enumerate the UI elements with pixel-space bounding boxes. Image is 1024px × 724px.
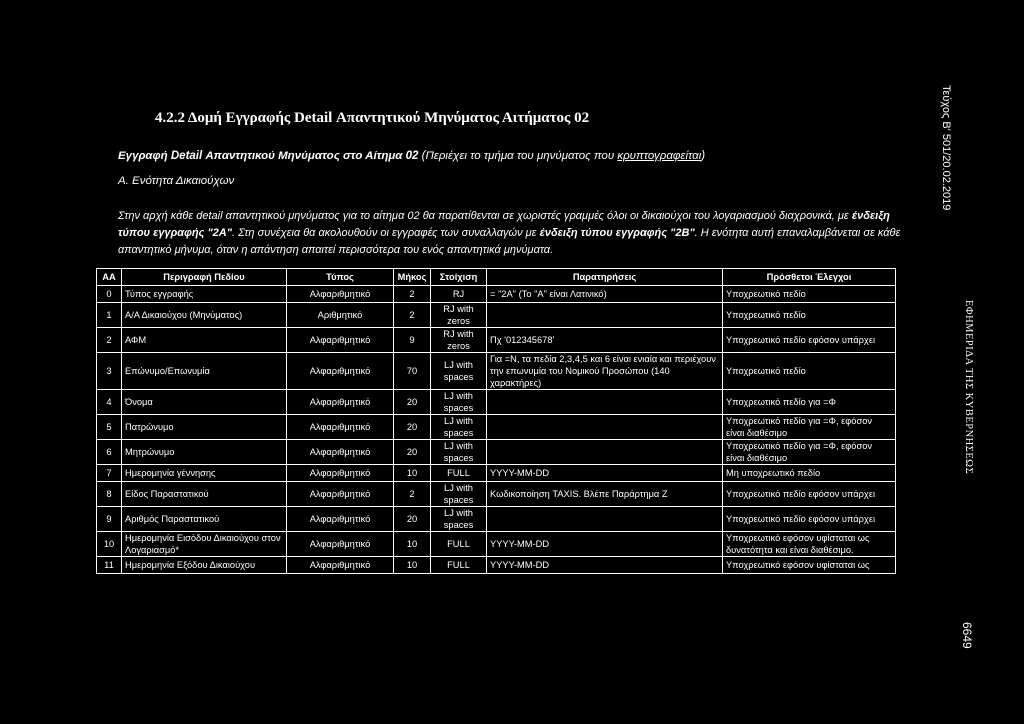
column-header: Μήκος xyxy=(394,269,431,286)
table-cell: 10 xyxy=(394,465,431,482)
table-cell: Αλφαριθμητικό xyxy=(287,482,394,507)
table-cell: Υποχρεωτικό πεδίο εφόσον υπάρχει xyxy=(723,507,896,532)
paragraph-part-1: Στην αρχή κάθε detail απαντητικού μηνύματος για το αίτημα 02 θα παρατίθενται σε χωριστές γραμμές όλοι οι δικαιούχοι του λογαριασμού διαχρονικά, με xyxy=(118,210,849,222)
subsection-title: Α. Ενότητα Δικαιούχων xyxy=(118,175,235,187)
intro-paragraph xyxy=(118,208,908,259)
section-heading: 4.2.2 Δομή Εγγραφής Detail Απαντητικού Μηνύματος Αιτήματος 02 xyxy=(155,110,590,126)
column-header: Περιγραφή Πεδίου xyxy=(122,269,287,286)
table-cell: 7 xyxy=(97,465,122,482)
column-header: Στοίχιση xyxy=(431,269,487,286)
table-cell: Αλφαριθμητικό xyxy=(287,390,394,415)
table-cell: 20 xyxy=(394,415,431,440)
table-cell: Υποχρεωτικό πεδίο xyxy=(723,353,896,390)
table-cell: 0 xyxy=(97,286,122,303)
table-cell: Αλφαριθμητικό xyxy=(287,440,394,465)
table-cell: 20 xyxy=(394,440,431,465)
table-cell: 20 xyxy=(394,390,431,415)
table-cell: LJ with spaces xyxy=(431,482,487,507)
table-cell: Τύπος εγγραφής xyxy=(122,286,287,303)
table-cell: Υποχρεωτικό πεδίο για =Φ, εφόσον είναι διαθέσιμο xyxy=(723,415,896,440)
table-cell: RJ with zeros xyxy=(431,303,487,328)
table-row xyxy=(97,482,896,507)
table-row xyxy=(97,303,896,328)
table-cell: Μη υποχρεωτικό πεδίο xyxy=(723,465,896,482)
table-cell: Ημερομηνία Εξόδου Δικαιούχου xyxy=(122,557,287,574)
table-cell: Υποχρεωτικό πεδίο για =Φ xyxy=(723,390,896,415)
column-header: Πρόσθετοι Έλεγχοι xyxy=(723,269,896,286)
table-cell: Αλφαριθμητικό xyxy=(287,328,394,353)
table-cell: 2 xyxy=(394,286,431,303)
subheading xyxy=(118,150,705,162)
table-cell: 10 xyxy=(394,557,431,574)
table-cell: FULL xyxy=(431,532,487,557)
table-cell: Για =Ν, τα πεδία 2,3,4,5 και 6 είναι ενιαία και περιέχουν την επωνυμία του Νομικού Προσώπου (140 χαρακτήρες) xyxy=(487,353,723,390)
table-cell: FULL xyxy=(431,557,487,574)
table-cell: 10 xyxy=(394,532,431,557)
table-cell: Κωδικοποίηση TAXIS. Βλέπε Παράρτημα Ζ xyxy=(487,482,723,507)
table-row xyxy=(97,465,896,482)
table-cell: Αλφαριθμητικό xyxy=(287,465,394,482)
table-cell: LJ with spaces xyxy=(431,415,487,440)
table-cell: Αλφαριθμητικό xyxy=(287,286,394,303)
table-cell: Αριθμητικό xyxy=(287,303,394,328)
table-cell xyxy=(487,507,723,532)
table-cell: 2 xyxy=(97,328,122,353)
table-cell: Αλφαριθμητικό xyxy=(287,532,394,557)
table-cell: 9 xyxy=(97,507,122,532)
table-cell: YYYY-MM-DD xyxy=(487,465,723,482)
table-cell: 2 xyxy=(394,482,431,507)
table-cell: Είδος Παραστατικού xyxy=(122,482,287,507)
paragraph-part-2: . Στη συνέχεια θα ακολουθούν οι εγγραφές των συναλλαγών με xyxy=(231,227,537,239)
table-cell: 4 xyxy=(97,390,122,415)
page-number xyxy=(956,622,976,662)
table-cell: RJ xyxy=(431,286,487,303)
table-cell: 20 xyxy=(394,507,431,532)
table-cell: 1 xyxy=(97,303,122,328)
table-cell: 2 xyxy=(394,303,431,328)
table-cell xyxy=(487,415,723,440)
table-cell xyxy=(487,440,723,465)
table-cell: Πχ '012345678' xyxy=(487,328,723,353)
column-header: ΑΑ xyxy=(97,269,122,286)
paragraph-part-3: . Η ενότητα αυτή επαναλαμβάνεται σε κάθε απαντητικό μήνυμα, όταν η απάντηση απαιτεί περισσότερα του ενός απαντητικά μηνύματα. xyxy=(118,227,901,256)
table-cell: Υποχρεωτικό πεδίο εφόσον υπάρχει xyxy=(723,482,896,507)
table-cell: Αλφαριθμητικό xyxy=(287,353,394,390)
table-cell: 6 xyxy=(97,440,122,465)
issue-text: Τεύχος Β' 501/20.02.2019 xyxy=(940,85,952,211)
table-cell: ΑΦΜ xyxy=(122,328,287,353)
page-number-text: 6649 xyxy=(960,622,974,649)
table-cell: RJ with zeros xyxy=(431,328,487,353)
table-cell: Όνομα xyxy=(122,390,287,415)
table-cell: Υποχρεωτικό πεδίο εφόσον υπάρχει xyxy=(723,328,896,353)
table-cell: 5 xyxy=(97,415,122,440)
table-cell: Α/Α Δικαιούχου (Μηνύματος) xyxy=(122,303,287,328)
paragraph-bold-1: ένδειξη τύπου εγγραφής "2Α" xyxy=(118,210,890,239)
paragraph-bold-2: ένδειξη τύπου εγγραφής "2Β" xyxy=(539,227,695,239)
table-row xyxy=(97,390,896,415)
table-cell: = "2A" (Το "A" είναι Λατινικό) xyxy=(487,286,723,303)
table-row xyxy=(97,286,896,303)
fields-table xyxy=(96,268,896,574)
table-cell: LJ with spaces xyxy=(431,390,487,415)
table-cell: Υποχρεωτικό πεδίο xyxy=(723,286,896,303)
table-cell: Μητρώνυμο xyxy=(122,440,287,465)
table-row xyxy=(97,328,896,353)
table-row xyxy=(97,507,896,532)
table-cell: LJ with spaces xyxy=(431,507,487,532)
table-cell xyxy=(487,390,723,415)
gazette-text: ΕΦΗΜΕΡΙΔΑ ΤΗΣ ΚΥΒΕΡΝΗΣΕΩΣ xyxy=(963,300,974,475)
table-cell: 9 xyxy=(394,328,431,353)
table-cell: Αλφαριθμητικό xyxy=(287,557,394,574)
column-header: Τύπος xyxy=(287,269,394,286)
table-cell: 11 xyxy=(97,557,122,574)
column-header: Παρατηρήσεις xyxy=(487,269,723,286)
table-cell: Υποχρεωτικό εφόσον υφίσταται ως δυνατότητα και είναι διαθέσιμο. xyxy=(723,532,896,557)
subheading-underline: κρυπτογραφείται xyxy=(617,150,702,162)
table-cell: Υποχρεωτικό εφόσον υφίσταται ως xyxy=(723,557,896,574)
table-cell: Επώνυμο/Επωνυμία xyxy=(122,353,287,390)
issue-label xyxy=(932,85,956,211)
table-row xyxy=(97,415,896,440)
table-cell: YYYY-MM-DD xyxy=(487,557,723,574)
table-cell: LJ with spaces xyxy=(431,353,487,390)
table-cell: 10 xyxy=(97,532,122,557)
table-cell: Αριθμός Παραστατικού xyxy=(122,507,287,532)
gazette-label xyxy=(956,300,976,475)
table-cell: FULL xyxy=(431,465,487,482)
table-row xyxy=(97,532,896,557)
table-cell: Ημερομηνία γέννησης xyxy=(122,465,287,482)
table-row xyxy=(97,440,896,465)
table-cell: Αλφαριθμητικό xyxy=(287,507,394,532)
table-cell: Υποχρεωτικό πεδίο xyxy=(723,303,896,328)
table-cell: Ημερομηνία Εισόδου Δικαιούχου στον Λογαριασμό* xyxy=(122,532,287,557)
table-cell: 3 xyxy=(97,353,122,390)
table-cell xyxy=(487,303,723,328)
table-row xyxy=(97,353,896,390)
subheading-bold: Εγγραφή Detail Απαντητικού Μηνύματος στο Αίτημα 02 xyxy=(118,150,419,162)
table-cell: 8 xyxy=(97,482,122,507)
table-cell: Υποχρεωτικό πεδίο για =Φ, εφόσον είναι διαθέσιμο xyxy=(723,440,896,465)
table-cell: LJ with spaces xyxy=(431,440,487,465)
table-cell: YYYY-MM-DD xyxy=(487,532,723,557)
table-cell: Πατρώνυμο xyxy=(122,415,287,440)
table-header-row xyxy=(97,269,896,286)
table-cell: Αλφαριθμητικό xyxy=(287,415,394,440)
table-cell: 70 xyxy=(394,353,431,390)
subheading-normal: (Περιέχει το τμήμα του μηνύματος που xyxy=(421,150,615,162)
table-row xyxy=(97,557,896,574)
subheading-close: ) xyxy=(701,150,706,162)
